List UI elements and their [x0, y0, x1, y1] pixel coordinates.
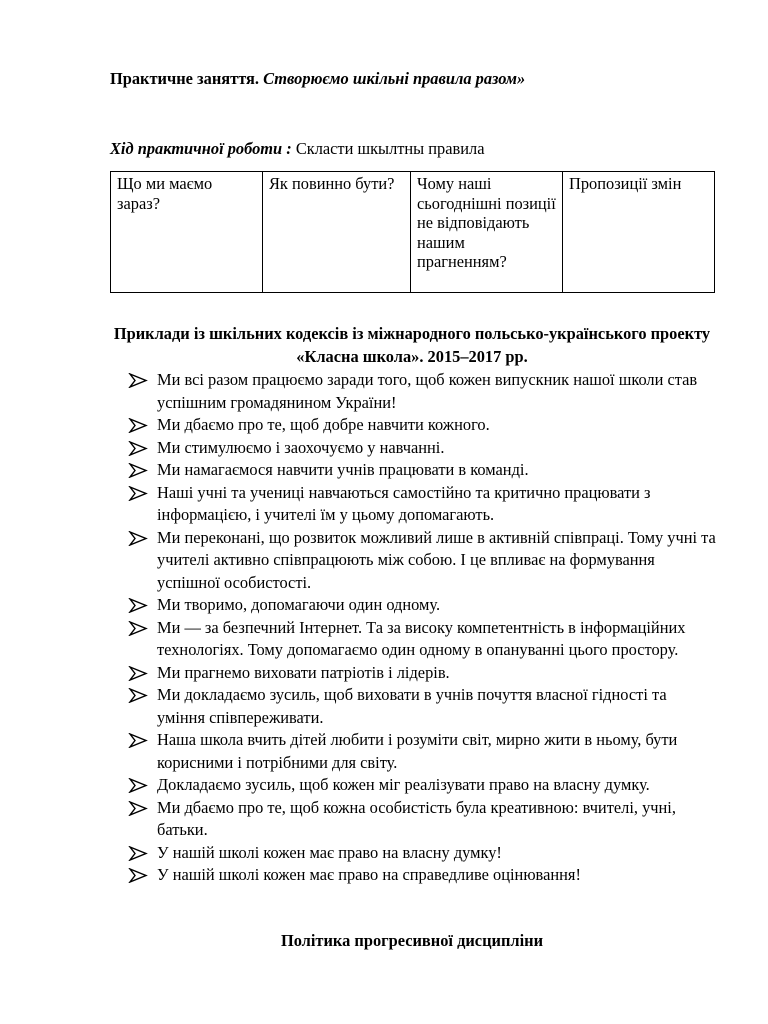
- page-title: [110, 69, 525, 89]
- arrow-check-bullet-icon: [128, 688, 148, 703]
- table-row: [111, 172, 715, 293]
- list-item-text: Ми творимо, допомагаючи один одному.: [157, 595, 441, 614]
- list-item: [128, 774, 718, 797]
- arrow-check-bullet-icon: [128, 666, 148, 681]
- list-item: [128, 459, 718, 482]
- examples-heading: Приклади із шкільних кодексів із міжнародного польсько-українського проекту «Класна школа». 2015–2017 рр.: [113, 324, 711, 366]
- list-item: [128, 662, 718, 685]
- arrow-check-bullet-icon: [128, 846, 148, 861]
- list-item: [128, 594, 718, 617]
- arrow-check-bullet-icon: [128, 621, 148, 636]
- task-label: Хід практичної роботи :: [110, 139, 292, 158]
- title-italic: Створюємо шкільні правила разом»: [263, 69, 526, 88]
- list-item: [128, 414, 718, 437]
- list-item-text: Наші учні та учениці навчаються самостійно та критично працювати з інформацією, і учителі їм у цьому допомагають.: [157, 482, 651, 524]
- arrow-check-bullet-icon: [128, 598, 148, 613]
- list-item-text: Ми докладаємо зусиль, щоб виховати в учнів почуття власної гідності та уміння співпереживати.: [157, 685, 667, 727]
- list-item: [128, 729, 718, 774]
- table-cell-gap: Чому наші сьогоднішні позиції не відповідають нашим прагненням?: [411, 172, 563, 293]
- arrow-check-bullet-icon: [128, 441, 148, 456]
- list-item: [128, 527, 718, 595]
- list-item-text: Ми дбаємо про те, щоб кожна особистість була креативною: вчителі, учні, батьки.: [157, 797, 676, 839]
- arrow-check-bullet-icon: [128, 733, 148, 748]
- list-item-text: Ми стимулюємо і заохочуємо у навчанні.: [157, 437, 445, 457]
- table-cell-desired: Як повинно бути?: [263, 172, 411, 293]
- list-item-text: Наша школа вчить дітей любити і розуміти світ, мирно жити в ньому, бути корисними і потрібними для світу.: [157, 730, 678, 772]
- list-item-text: Ми дбаємо про те, щоб добре навчити кожного.: [157, 415, 490, 434]
- footer-heading: Політика прогресивної дисципліни: [280, 931, 544, 950]
- task-text: Склaсти шкылтны правила: [295, 139, 485, 158]
- list-item-text: У нашій школі кожен має право на справедливе оцінювання!: [157, 865, 581, 884]
- list-item-text: Ми прагнемо виховати патріотів і лідерів.: [157, 662, 450, 682]
- list-item-text: У нашій школі кожен має право на власну думку!: [157, 842, 502, 862]
- task-line: [110, 139, 485, 159]
- list-item-text: Ми — за безпечний Інтернет. Та за високу компетентність в інформаційних технологіях. Тому допомагаємо один одному в опануванні цього простору.: [157, 617, 686, 659]
- list-item: [128, 617, 718, 662]
- arrow-check-bullet-icon: [128, 868, 148, 883]
- list-item-text: Докладаємо зусиль, щоб кожен міг реалізувати право на власну думку.: [157, 775, 650, 794]
- arrow-check-bullet-icon: [128, 373, 148, 388]
- arrow-check-bullet-icon: [128, 463, 148, 478]
- table-cell-proposals: Пропозиції змін: [563, 172, 715, 293]
- list-item: [128, 369, 718, 414]
- rules-list: [128, 369, 718, 887]
- list-item-text: Ми намагаємося навчити учнів працювати в команді.: [157, 460, 529, 479]
- title-lead: Практичне заняття.: [110, 69, 260, 88]
- table-cell-current: Що ми маємо зараз?: [111, 172, 263, 293]
- list-item: [128, 864, 718, 887]
- list-item: [128, 797, 718, 842]
- arrow-check-bullet-icon: [128, 778, 148, 793]
- rules-table: [110, 171, 715, 293]
- list-item-text: Ми переконані, що розвиток можливий лише в активній співпраці. Тому учні та учителі активно співпрацюють між собою. І це впливає на формування успішної особистості.: [157, 527, 716, 592]
- arrow-check-bullet-icon: [128, 801, 148, 816]
- list-item: [128, 437, 718, 460]
- list-item: [128, 684, 718, 729]
- arrow-check-bullet-icon: [128, 531, 148, 546]
- list-item: [128, 482, 718, 527]
- arrow-check-bullet-icon: [128, 418, 148, 433]
- list-item-text: Ми всі разом працюємо заради того, щоб кожен випускник нашої школи став успішним громадянином України!: [157, 370, 698, 412]
- arrow-check-bullet-icon: [128, 486, 148, 501]
- list-item: [128, 842, 718, 865]
